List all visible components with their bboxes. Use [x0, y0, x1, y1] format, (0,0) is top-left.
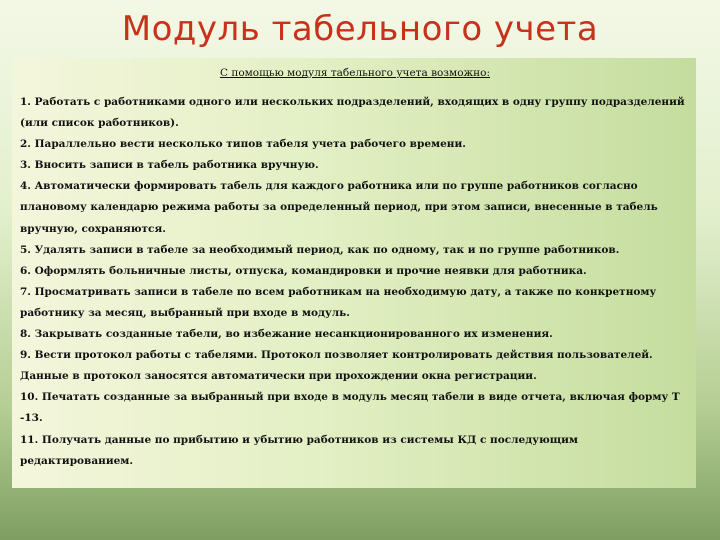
list-item: 9. Вести протокол работы с табелями. Протокол позволяет контролировать действия пользователей. Данные в протокол заносятся автоматически при прохождении окна регистрации.	[20, 349, 653, 383]
list-item: 7. Просматривать записи в табеле по всем работникам на необходимую дату, а также по конкретному работнику за месяц, выбранный при входе в модуль.	[20, 285, 657, 319]
list-item: 6. Оформлять больничные листы, отпуска, командировки и прочие неявки для работника.	[20, 264, 587, 277]
list-item: 1. Работать с работниками одного или нескольких подразделений, входящих в одну группу подразделений (или список работников).	[20, 96, 685, 130]
list-item: 2. Параллельно вести несколько типов табеля учета рабочего времени.	[20, 138, 466, 151]
list-item: 5. Удалять записи в табеле за необходимый период, как по одному, так и по группе работников.	[20, 243, 620, 256]
list-item: 8. Закрывать созданные табели, во избежание несанкционированного их изменения.	[20, 328, 553, 341]
content-box	[12, 58, 696, 488]
list-item: 10. Печатать созданные за выбранный при входе в модуль месяц табели в виде отчета, включая форму Т -13.	[20, 391, 680, 425]
slide-title: Модуль табельного учета	[121, 9, 599, 49]
list-item: 4. Автоматически формировать табель для каждого работника или по группе работников согласно плановому календарю режима работы за определенный период, при этом записи, внесенные в табель вручную, сохраняются.	[20, 180, 658, 235]
feature-list	[20, 92, 690, 472]
intro-text: С помощью модуля табельного учета возможно:	[219, 67, 491, 79]
list-item: 3. Вносить записи в табель работника вручную.	[20, 159, 319, 172]
list-item: 11. Получать данные по прибытию и убытию работников из системы КД с последующим редактированием.	[20, 433, 578, 467]
